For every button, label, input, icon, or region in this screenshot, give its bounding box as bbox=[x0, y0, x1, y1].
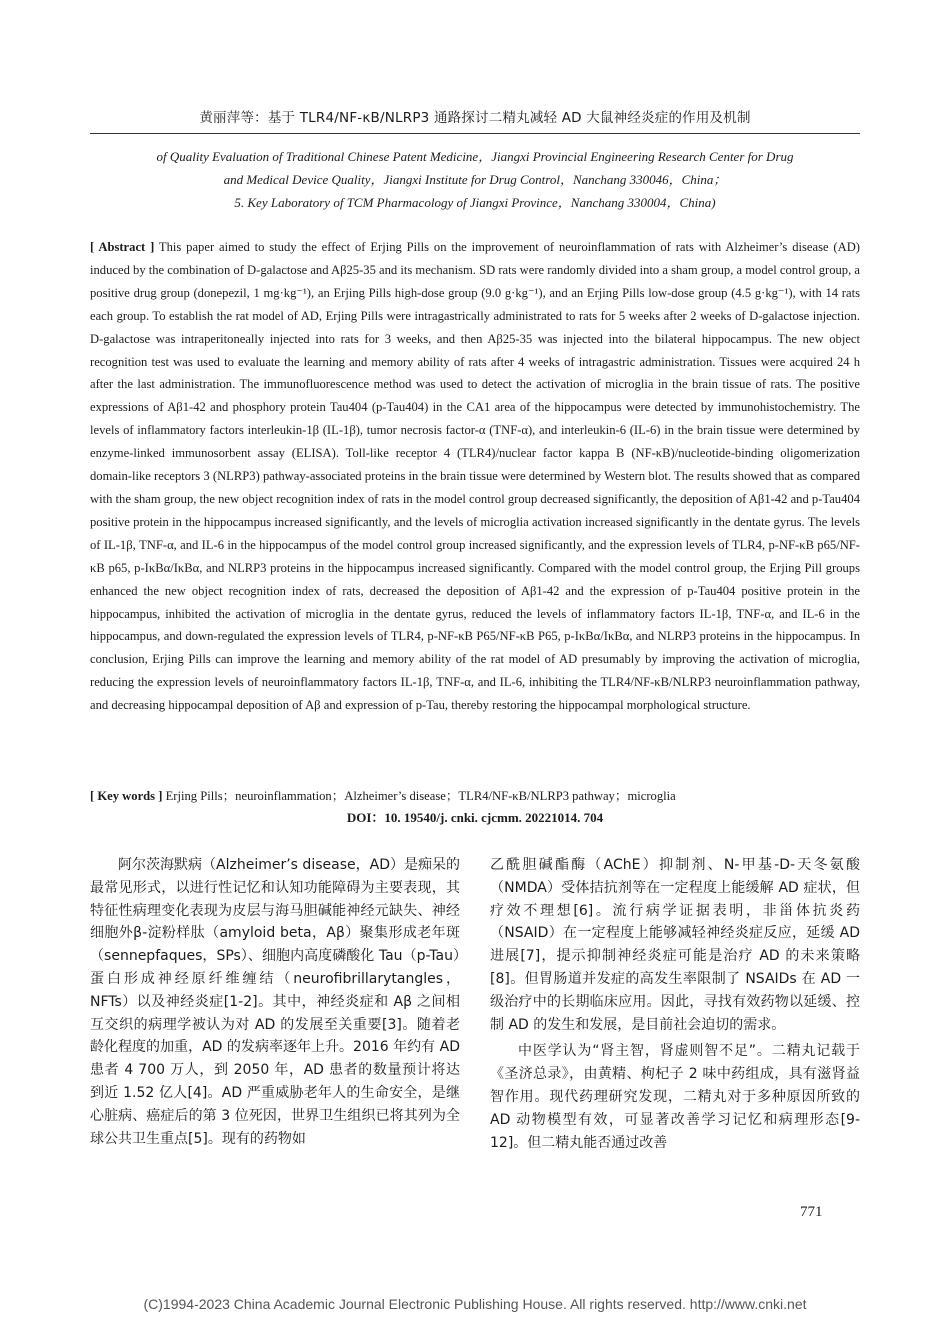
keywords-label: [ Key words ] bbox=[90, 789, 163, 803]
keywords-text: Erjing Pills；neuroinflammation；Alzheimer’s disease；TLR4/NF-κB/NLRP3 pathway；microglia bbox=[165, 789, 676, 803]
abstract-label: [ Abstract ] bbox=[90, 240, 155, 254]
copyright-footer: (C)1994-2023 China Academic Journal Electronic Publishing House. All rights reserved. http://www.cnki.net bbox=[143, 1296, 807, 1312]
body-column-right bbox=[490, 854, 860, 1154]
running-header: 黄丽萍等：基于 TLR4/NF-κB/NLRP3 通路探讨二精丸减轻 AD 大鼠神经炎症的作用及机制 bbox=[199, 110, 751, 126]
body-column-left bbox=[90, 854, 460, 1150]
body-paragraph: 中医学认为“肾主智，肾虚则智不足”。二精丸记载于《圣济总录》，由黄精、枸杞子 2 味中药组成，具有滋肾益智作用。现代药理研究发现，二精丸对于多种原因所致的 AD 动物模型有效，可显著改善学习记忆和病理形态[9-12]。但二精丸能否通过改善 bbox=[490, 1043, 860, 1151]
abstract bbox=[90, 236, 860, 717]
affiliation-line-3: 5. Key Laboratory of TCM Pharmacology of Jiangxi Province，Nanchang 330004，China) bbox=[234, 195, 716, 210]
body-paragraph: 乙酰胆碱酯酶（AChE）抑制剂、N-甲基-D-天冬氨酸（NMDA）受体拮抗剂等在一定程度上能缓解 AD 症状，但疗效不理想[6]。流行病学证据表明，非甾体抗炎药（NSAID）在一定程度上能够减轻神经炎症反应，延缓 AD 进展[7]，提示抑制神经炎症可能是治疗 AD 的未来策略[8]。但胃肠道并发症的高发生率限制了 NSAIDs 在 AD 一级治疗中的长期临床应用。因此，寻找有效药物以延缓、控制 AD 的发生和发展，是目前社会迫切的需求。 bbox=[490, 857, 860, 1033]
page-number: 771 bbox=[800, 1204, 823, 1220]
affiliation-line-1: of Quality Evaluation of Traditional Chinese Patent Medicine，Jiangxi Provincial Engineering Research Center for Drug bbox=[156, 149, 794, 164]
abstract-text: This paper aimed to study the effect of Erjing Pills on the improvement of neuroinflammation of rats with Alzheimer’s disease (AD) induced by the combination of D-galactose and Aβ25-35 and its mechanism. SD rats were randomly divided into a sham group, a model control group, a positive drug group (donepezil, 1 mg·kg⁻¹), an Erjing Pills high-dose group (9.0 g·kg⁻¹), and an Erjing Pills low-dose group (4.5 g·kg⁻¹), with 14 rats each group. To establish the rat model of AD, Erjing Pills were intragastrically administrated to rats for 5 weeks after 2 weeks of D-galactose injection. D-galactose was intraperitoneally injected into rats for 3 weeks, and then Aβ25-35 was injected into the bilateral hippocampus. The new object recognition test was used to evaluate the learning and memory ability of rats after 4 weeks of intragastric administration. Tissues were acquired 24 h after the last administration. The immunofluorescence method was used to detect the activation of microglia in the brain tissue of rats. The positive expressions of Aβ1-42 and phosphory protein Tau404 (p-Tau404) in the CA1 area of the hippocampus were detected by immunohistochemistry. The levels of inflammatory factors interleukin-1β (IL-1β), tumor necrosis factor-α (TNF-α), and interleukin-6 (IL-6) in the brain tissue were determined by enzyme-linked immunosorbent assay (ELISA). Toll-like receptor 4 (TLR4)/nuclear factor kappa B (NF-κB)/nucleotide-binding oligomerization domain-like receptors 3 (NLRP3) pathway-associated proteins in the brain tissue were determined by Western blot. The results showed that as compared with the sham group, the new object recognition index of rats in the model control group decreased significantly, the deposition of Aβ1-42 and p-Tau404 positive protein in the hippocampus increased significantly, and the levels of microglia activation increased significantly in the dentate gyrus. The levels of IL-1β, TNF-α, and IL-6 in the hippocampus of the model control group increased significantly, and the expression levels of TLR4, p-NF-κB p65/NF-κB p65, p-IκBα/IκBα, and NLRP3 proteins in the hippocampus increased significantly. Compared with the model control group, the Erjing Pill groups enhanced the new object recognition index of rats, decreased the deposition of Aβ1-42 and the expression of p-Tau404 positive protein in the hippocampus, inhibited the activation of microglia in the dentate gyrus, reduced the levels of inflammatory factors IL-1β, TNF-α, and IL-6 in the hippocampus, and down-regulated the expression levels of TLR4, p-NF-κB P65/NF-κB P65, p-IκBα/IκBα, and NLRP3 proteins in the hippocampus. In conclusion, Erjing Pills can improve the learning and memory ability of the rat model of AD presumably by improving the activation of microglia, reducing the expression levels of neuroinflammatory factors IL-1β, TNF-α, and IL-6, inhibiting the TLR4/NF-κB/NLRP3 neuroinflammation pathway, and decreasing hippocampal deposition of Aβ and expression of p-Tau, thereby restoring the hippocampal morphological structure. bbox=[90, 240, 861, 713]
doi: DOI：10. 19540/j. cnki. cjcmm. 20221014. 704 bbox=[346, 810, 604, 825]
affiliation-block bbox=[0, 145, 950, 214]
keywords bbox=[90, 786, 860, 806]
body-paragraph: 阿尔茨海默病（Alzheimer’s disease，AD）是痴呆的最常见形式，以进行性记忆和认知功能障碍为主要表现，其特征性病理变化表现为皮层与海马胆碱能神经元缺失、神经细胞外β-淀粉样肽（amyloid beta，Aβ）聚集形成老年斑（sennepfaques，SPs）、细胞内高度磷酸化 Tau（p-Tau）蛋白形成神经原纤维缠结（neurofibrillarytangles，NFTs）以及神经炎症[1-2]。其中，神经炎症和 Aβ 之间相互交织的病理学被认为对 AD 的发展至关重要[3]。随着老龄化程度的加重，AD 的发病率逐年上升。2016 年约有 AD 患者 4 700 万人，到 2050 年，AD 患者的数量预计将达到近 1.52 亿人[4]。AD 严重威胁老年人的生命安全，是继心脏病、癌症后的第 3 位死因，世界卫生组织已将其列为全球公共卫生重点[5]。现有的药物如 bbox=[90, 857, 460, 1147]
header-divider bbox=[90, 133, 860, 134]
affiliation-line-2: and Medical Device Quality，Jiangxi Institute for Drug Control，Nanchang 330046，China； bbox=[223, 172, 727, 187]
